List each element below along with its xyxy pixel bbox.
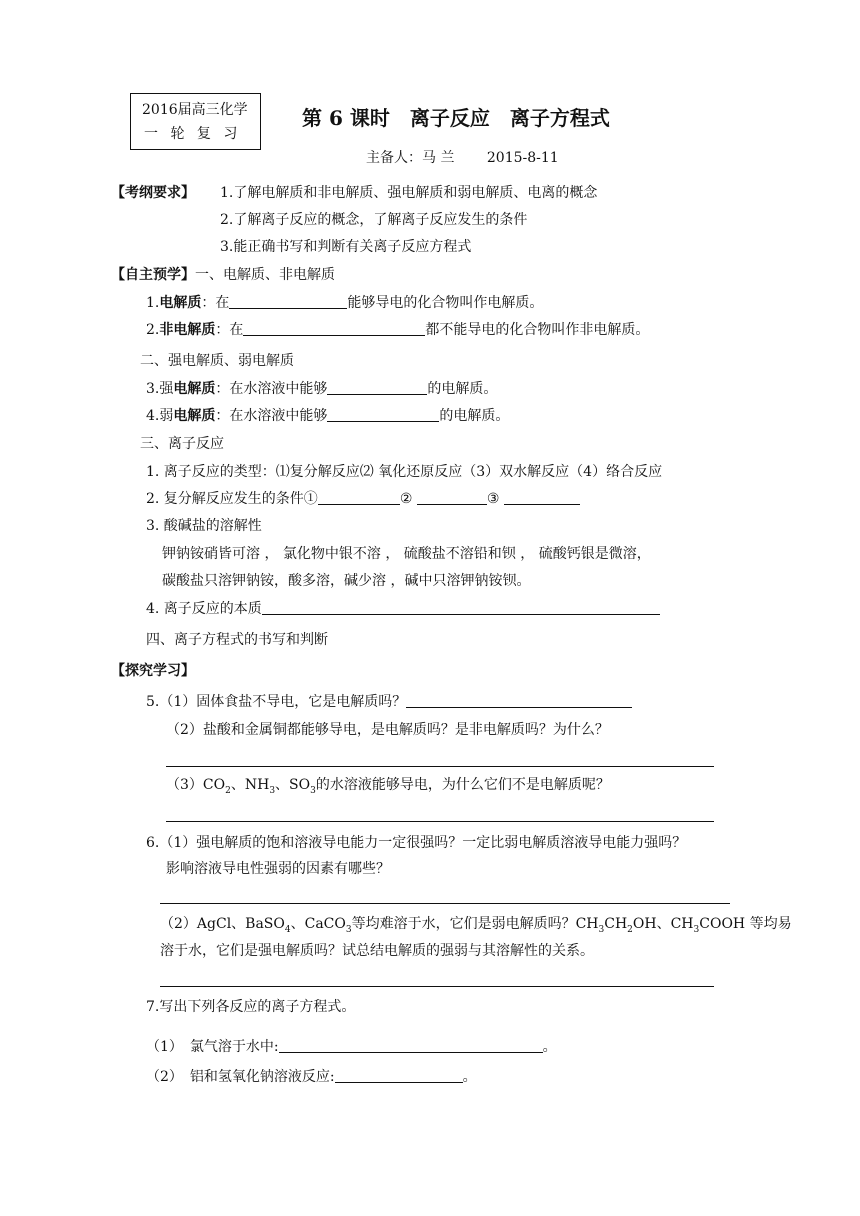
question-7-1: （1） 氯气溶于水中: 。 [146,1039,557,1055]
section-2-title: 二、强电解质、弱电解质 [140,353,294,369]
conditions-text: 2. 复分解反应发生的条件① [146,491,318,507]
question-5-2: （2）盐酸和金属铜都能够导电，是电解质吗？是非电解质吗？为什么？ [166,722,609,738]
q4-term: 电解质 [173,408,216,424]
q4-text-b: ：在水溶液中能够 [215,408,328,424]
q1-number: 1. [146,295,160,311]
solubility-rule-line-2: 碳酸盐只溶钾钠铵，酸多溶，碱少溶 ，碱中只溶钾钠铵钡。 [162,573,531,589]
question-6-1: 6.（1）强电解质的饱和溶液导电能力一定很强吗？一定比弱电解质溶液导电能力强吗？ [146,835,687,851]
q3-blank[interactable] [327,380,427,395]
q2-text-a: ：在 [215,322,244,338]
preview-header [111,266,335,284]
question-5-1 [146,693,632,711]
q7-2-blank[interactable] [335,1068,463,1083]
q5-3-answer-line[interactable] [166,821,714,822]
essence-blank[interactable] [262,600,660,615]
q3-text-c: 的电解质。 [427,381,498,397]
q4-blank[interactable] [327,407,439,422]
condition-mark-2: ② [399,491,413,507]
question-7: 7.写出下列各反应的离子方程式。 [146,999,356,1015]
explore-label: 【探究学习】 [111,663,195,679]
condition-mark-3: ③ [486,491,500,507]
preview-label: 【自主预学】 [111,267,195,283]
question-6-2: （2）AgCl、BaSO$_4$、CaCO$_3$等均难溶于水，它们是弱电解质吗？$CH_3CH_2OH$、$CH_3COOH$ 等均易 [160,916,792,935]
reaction-conditions [146,490,580,508]
question-4 [146,407,509,425]
q4-text-c: 的电解质。 [439,408,510,424]
requirement-item-3: 3.能正确书写和判断有关离子反应方程式 [220,239,472,255]
q6-1-answer-line[interactable] [160,903,730,904]
q2-term: 非电解质 [159,322,216,338]
q2-number: 2. [146,322,160,338]
condition-blank-2[interactable] [417,490,487,505]
q1-text-b: 能够导电的化合物叫作电解质。 [347,295,544,311]
condition-blank-3[interactable] [504,490,580,505]
q2-blank[interactable] [243,321,425,336]
question-6-1-cont: 影响溶液导电性强弱的因素有哪些？ [166,861,390,877]
q3-number: 3. [146,381,160,397]
question-3 [146,380,497,398]
q3-text-b: ：在水溶液中能够 [215,381,328,397]
essence-text: 4. 离子反应的本质 [146,601,262,617]
q1-blank[interactable] [229,294,347,309]
requirements-label: 【考纲要求】 [111,185,195,201]
q7-2-text: （2） 铝和氢氧化钠溶液反应: [146,1069,335,1085]
author-date-line: 主备人：马 兰 2015-8-11 [366,150,559,166]
course-label-line2: 一 轮 复 习 [144,126,242,142]
q1-text-a: ：在 [201,295,230,311]
requirement-item-2: 2.了解离子反应的概念，了解离子反应发生的条件 [220,212,528,228]
reaction-essence [146,600,660,618]
q6-2-answer-line[interactable] [160,986,714,987]
q2-text-b: 都不能导电的化合物叫作非电解质。 [425,322,650,338]
course-label-line1: 2016届高三化学 [142,102,248,118]
section-3-title: 三、离子反应 [140,436,224,452]
question-2 [146,321,649,339]
q5-1-blank[interactable] [406,693,632,708]
q5-1-text: 5.（1）固体食盐不导电，它是电解质吗？ [146,694,407,710]
section-4-title: 四、离子方程式的书写和判断 [146,632,328,648]
condition-blank-1[interactable] [318,490,400,505]
q7-1-blank[interactable] [279,1038,543,1053]
q1-term: 电解质 [159,295,202,311]
question-7-2: （2） 铝和氢氧化钠溶液反应: 。 [146,1069,477,1085]
page-title: 第 6 课时 离子反应 离子方程式 [302,106,610,130]
q3-term: 电解质 [173,381,216,397]
question-5-3: $(3)CO_2$、$NH_3$、$SO_3$的水溶液能够导电，为什么它们不是电解质呢？ [166,777,610,796]
solubility-heading: 3. 酸碱盐的溶解性 [146,518,262,534]
question-1 [146,294,543,312]
q3-text-a: 强 [159,381,174,397]
q5-2-answer-line[interactable] [166,766,714,767]
reaction-types: 1. 离子反应的类型：⑴复分解反应⑵ 氧化还原反应（3）双水解反应（4）络合反应 [146,464,663,480]
question-6-2-cont: 溶于水，它们是强电解质吗？试总结电解质的强弱与其溶解性的关系。 [160,943,594,959]
q4-number: 4. [146,408,160,424]
q4-text-a: 弱 [159,408,174,424]
q7-1-text: （1） 氯气溶于水中: [146,1039,279,1055]
solubility-rule-line-1: 钾钠铵硝皆可溶 ， 氯化物中银不溶 ， 硫酸盐不溶铅和钡 ， 硫酸钙银是微溶， [162,546,651,562]
section-1-title: 一、电解质、非电解质 [195,267,335,283]
requirement-item-1: 1.了解电解质和非电解质、强电解质和弱电解质、电离的概念 [220,185,598,201]
